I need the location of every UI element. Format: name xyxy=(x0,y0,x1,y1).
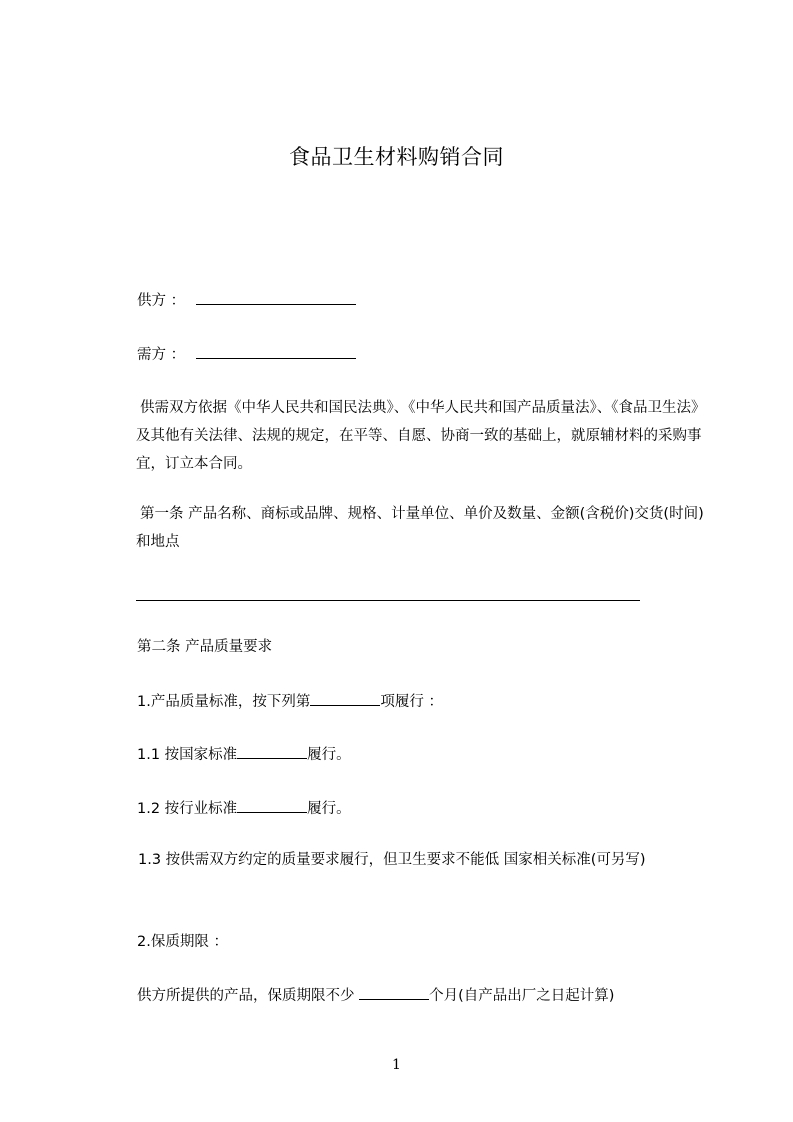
article-2-heading: 第二条 产品质量要求 xyxy=(137,639,273,655)
industry-standard-prefix: 1.2 按行业标准 xyxy=(137,801,238,817)
article-1: 第一条 产品名称、商标或品牌、规格、计量单位、单价及数量、金额(含税价)交货(时间)和地点 xyxy=(136,506,704,550)
national-standard-blank xyxy=(237,744,307,759)
agreed-standard-item: 1.3 按供需双方约定的质量要求履行，但卫生要求不能低 国家相关标准(可另写) xyxy=(138,852,646,868)
document-title: 食品卫生材料购销合同 xyxy=(289,145,504,169)
buyer-line xyxy=(137,344,356,365)
supplier-blank xyxy=(196,290,356,305)
national-standard-prefix: 1.1 按国家标准 xyxy=(137,747,238,763)
national-standard-suffix: 履行。 xyxy=(307,747,351,763)
quality-standard-blank xyxy=(310,691,380,706)
buyer-blank xyxy=(196,344,356,359)
shelf-life-blank xyxy=(359,985,429,1000)
page-number: 1 xyxy=(392,1057,401,1073)
quality-standard-suffix: 项履行 ： xyxy=(380,694,443,710)
shelf-life-text xyxy=(137,985,614,1006)
intro-paragraph: 供需双方依据《中华人民共和国民法典》、《中华人民共和国产品质量法》、《食品卫生法》及其他有关法律、法规的规定，在平等、自愿、协商一致的基础上，就原辅材料的采购事宜，订立本合同。 xyxy=(136,400,702,472)
supplier-line xyxy=(137,290,356,311)
industry-standard-item xyxy=(137,798,351,819)
supplier-label: 供方 ： xyxy=(137,293,186,309)
shelf-life-heading: 2.保质期限 ： xyxy=(137,934,228,950)
article-1-blank-line xyxy=(136,600,640,601)
national-standard-item xyxy=(137,744,351,765)
industry-standard-blank xyxy=(237,798,307,813)
shelf-life-suffix: 个月(自产品出厂之日起计算) xyxy=(429,988,615,1004)
buyer-label: 需方 ： xyxy=(137,347,186,363)
industry-standard-suffix: 履行。 xyxy=(307,801,351,817)
quality-standard-prefix: 1.产品质量标准，按下列第 xyxy=(137,694,311,710)
quality-standard-item xyxy=(137,691,443,712)
shelf-life-prefix: 供方所提供的产品，保质期限不少 xyxy=(137,988,360,1004)
